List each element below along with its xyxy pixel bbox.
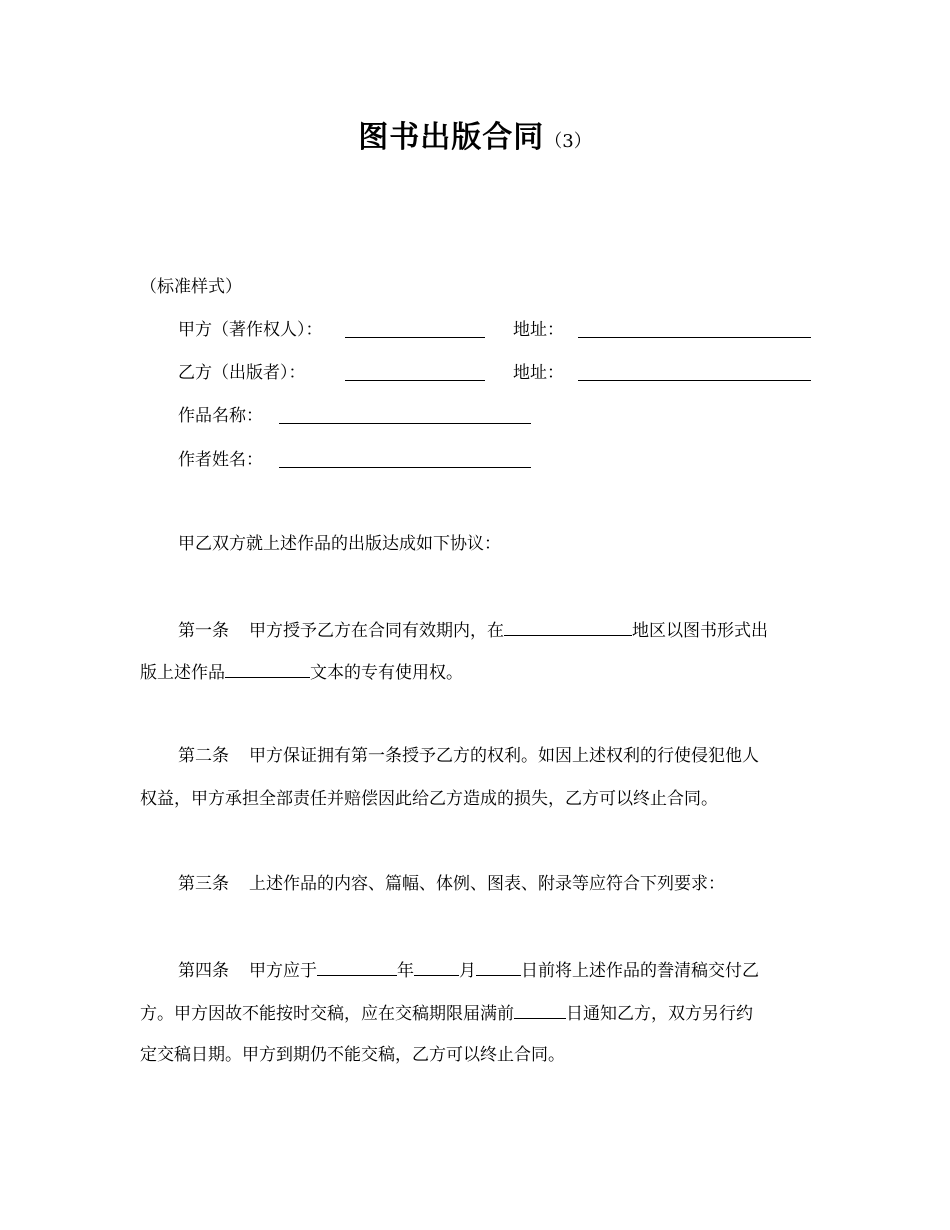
party-a-address-label: 地址： [513, 320, 564, 340]
article-1-region-blank[interactable] [504, 618, 632, 636]
article-4-month: 月 [459, 961, 476, 981]
article-4-line-1 [178, 958, 759, 982]
article-1-line-1 [178, 618, 768, 642]
article-4-line-2 [140, 1001, 753, 1025]
article-4-line-2-b: 日通知乙方，双方另行约 [566, 1004, 753, 1024]
article-4-text-b: 日前将上述作品的誊清稿交付乙 [521, 961, 759, 981]
work-title-label: 作品名称： [178, 406, 263, 426]
party-a-label: 甲方（著作权人）： [178, 320, 323, 340]
article-3-line-1 [178, 873, 725, 895]
article-1-text-d: 文本的专有使用权。 [310, 663, 463, 683]
article-4-notice-days-blank[interactable] [514, 1001, 566, 1019]
article-4-line-3: 定交稿日期。甲方到期仍不能交稿，乙方可以终止合同。 [140, 1045, 565, 1065]
article-2-line-1 [178, 745, 759, 767]
party-b-address-blank[interactable] [578, 379, 811, 381]
article-2-text-line-1: 甲方保证拥有第一条授予乙方的权利。如因上述权利的行使侵犯他人 [249, 746, 759, 766]
article-3-text: 上述作品的内容、篇幅、体例、图表、附录等应符合下列要求： [249, 874, 725, 894]
title-suffix: （3） [544, 131, 592, 152]
article-1-text-a: 甲方授予乙方在合同有效期内，在 [249, 621, 504, 641]
style-note: （标准样式） [140, 277, 242, 297]
article-1-line-2 [140, 660, 463, 684]
party-a-blank[interactable] [345, 336, 485, 338]
article-1-text-b: 地区以图书形式出 [632, 621, 768, 641]
party-a-address-blank[interactable] [578, 336, 811, 338]
party-b-label: 乙方（出版者）： [178, 363, 306, 383]
article-2-line-2: 权益，甲方承担全部责任并赔偿因此给乙方造成的损失，乙方可以终止合同。 [140, 789, 718, 809]
article-4-year-blank[interactable] [317, 958, 397, 976]
article-4-year: 年 [397, 961, 414, 981]
article-1-text-c: 版上述作品 [140, 663, 225, 683]
title-main: 图书出版合同 [358, 120, 545, 155]
article-1-label: 第一条 [178, 621, 229, 641]
work-title-blank[interactable] [279, 422, 531, 424]
intro-text: 甲乙双方就上述作品的出版达成如下协议： [178, 534, 501, 554]
article-3-label: 第三条 [178, 874, 229, 894]
author-name-blank[interactable] [279, 466, 531, 468]
document-title [0, 112, 950, 156]
party-b-blank[interactable] [345, 379, 485, 381]
article-4-line-2-a: 方。甲方因故不能按时交稿，应在交稿期限届满前 [140, 1004, 514, 1024]
article-2-label: 第二条 [178, 746, 229, 766]
article-4-text-a: 甲方应于 [249, 961, 317, 981]
article-1-language-blank[interactable] [225, 660, 310, 678]
author-name-label: 作者姓名： [178, 450, 263, 470]
party-b-address-label: 地址： [513, 363, 564, 383]
article-4-month-blank[interactable] [414, 958, 459, 976]
article-4-day-blank[interactable] [476, 958, 521, 976]
article-4-label: 第四条 [178, 961, 229, 981]
